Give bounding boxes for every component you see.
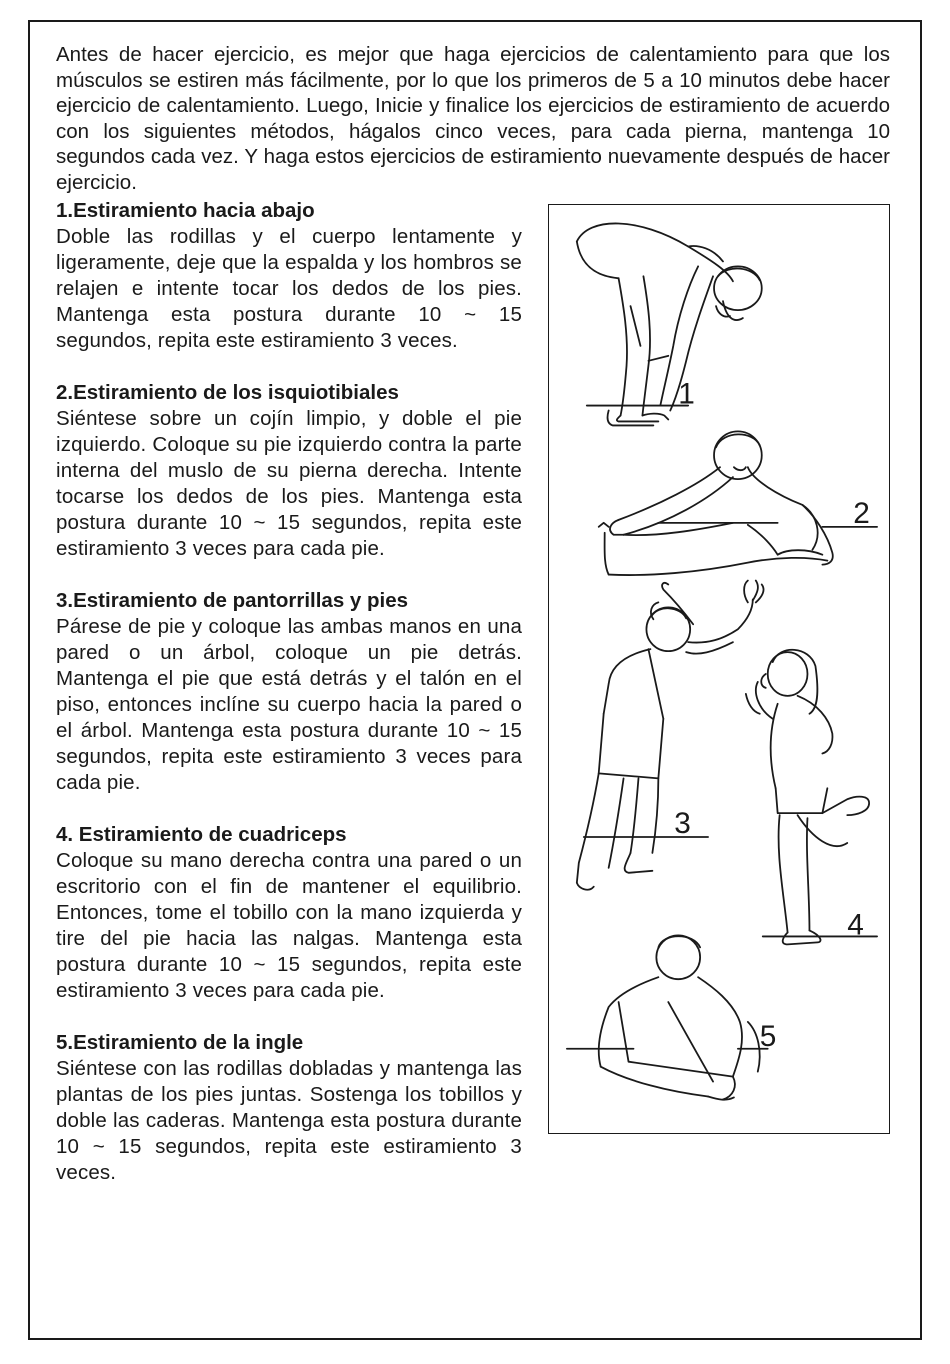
- section-title: 3.Estiramiento de pantorrillas y pies: [56, 589, 409, 612]
- illustrations-panel: [548, 204, 890, 1134]
- figure-label-1: 1: [678, 377, 695, 411]
- figure-label-4: 4: [847, 908, 864, 942]
- figure-label-3: 3: [674, 807, 691, 841]
- section-body: Siéntese sobre un cojín limpio, y doble el pie izquierdo. Coloque su pie izquierdo contra la parte interna del muslo de su pierna derecha. Intente tocarse los dedos de los pies. Mantenga esta postura durante 10 ~ 15 segundos, repita este estiramiento 3 veces para cada pie.: [56, 407, 522, 560]
- section-title: 5.Estiramiento de la ingle: [56, 1031, 304, 1054]
- section-body: Siéntese con las rodillas dobladas y mantenga las plantas de los pies juntas. Sostenga los tobillos y doble las caderas. Mantenga esta postura durante 10 ~ 15 segundos, repita este estiramiento 3 veces.: [56, 1057, 522, 1184]
- section-title: 4. Estiramiento de cuadriceps: [56, 823, 347, 846]
- figure-3-calf-stretch-illustration: [577, 581, 764, 890]
- section-4: [56, 822, 522, 1004]
- section-2: [56, 380, 522, 562]
- instructions-column: [56, 198, 522, 1212]
- section-5: [56, 1030, 522, 1186]
- figure-5-groin-stretch-illustration: [567, 935, 768, 1099]
- figure-label-5: 5: [759, 1019, 777, 1053]
- section-body: Coloque su mano derecha contra una pared o un escritorio con el fin de mantener el equilibrio. Entonces, tome el tobillo con la mano izquierda y tire del pie hacia las nalgas. Mantenga esta postura durante 10 ~ 15 segundos, repita este estiramiento 3 veces para cada pie.: [56, 849, 522, 1002]
- figure-label-2: 2: [853, 496, 870, 530]
- section-title: 1.Estiramiento hacia abajo: [56, 199, 315, 222]
- figure-2-hamstring-stretch-illustration: [599, 431, 877, 575]
- intro-paragraph: Antes de hacer ejercicio, es mejor que haga ejercicios de calentamiento para que los músculos se estiren más fácilmente, por lo que los primeros de 5 a 10 minutos debe hacer ejercicio de calentamiento. Luego, Inicie y finalice los ejercicios de estiramiento de acuerdo con los siguientes métodos, hágalos cinco veces, para cada pierna, mantenga 10 segundos cada vez. Y haga estos ejercicios de estiramiento nuevamente después de hacer ejercicio.: [56, 43, 890, 194]
- figure-1-forward-bend-illustration: [577, 223, 762, 425]
- section-body: Párese de pie y coloque las ambas manos en una pared o un árbol, coloque un pie detrás. Mantenga el pie que está detrás y el talón en el piso, entonces inclíne su cuerpo hacia la pared o el árbol. Mantenga esta postura durante 10 ~ 15 segundos, repita este estiramiento 3 veces para cada pie.: [56, 615, 522, 794]
- figure-4-quad-stretch-illustration: [746, 650, 877, 945]
- section-title: 2.Estiramiento de los isquiotibiales: [56, 381, 399, 404]
- section-3: [56, 588, 522, 796]
- section-body: Doble las rodillas y el cuerpo lentamente y ligeramente, deje que la espalda y los hombros se relajen e intente tocar los dedos de los pies. Mantenga esta postura durante 10 ~ 15 segundos, repita este estiramiento 3 veces.: [56, 225, 522, 352]
- section-1: [56, 198, 522, 354]
